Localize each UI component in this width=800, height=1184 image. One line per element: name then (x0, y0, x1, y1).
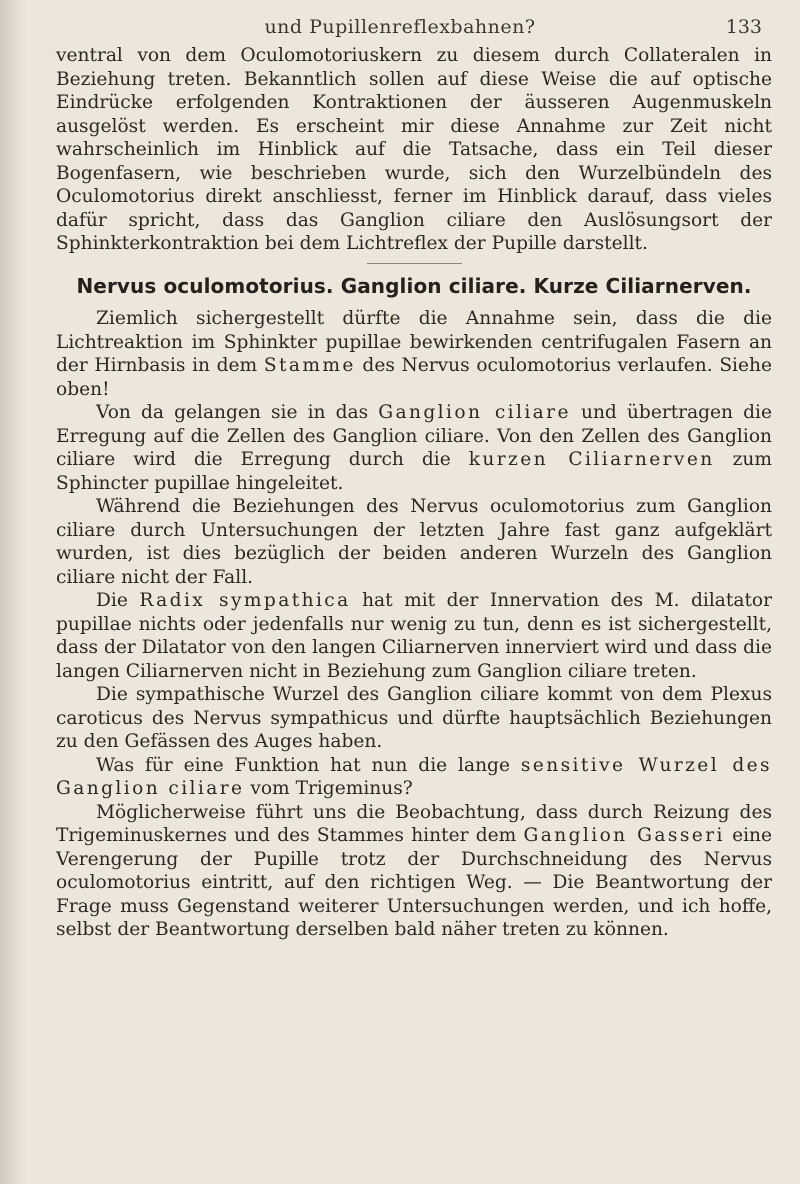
spaced-term-ganglion-ciliare: Ganglion ciliare (378, 402, 571, 423)
paragraph-6-text-a: Was für eine Funktion hat nun die lange (96, 754, 521, 776)
paragraph-4-text-c: hat mit der Innervation des M. dilatator pupillae nichts oder jedenfalls nur wenig zu tun, denn es ist sichergestellt, dass der Dilatator von den langen Ciliarnerven innerviert wird und dass die langen Ciliarnerven nicht in Beziehung zum Ganglion ciliare treten. (56, 590, 772, 682)
paragraph-1 (56, 307, 772, 401)
spaced-term-stamme: Stamme (263, 355, 356, 376)
spaced-term-ganglion-gasseri: Ganglion Gasseri (523, 825, 725, 846)
intro-paragraph: ventral von dem Oculomotoriuskern zu diesem durch Collateralen in Beziehung treten. Bekanntlich sollen auf diese Weise die auf optische Eindrücke erfolgenden Kontraktionen der äusseren Augenmuskeln ausgelöst werden. Es erscheint mir diese Annahme zur Zeit nicht wahrscheinlich im Hinblick auf die Tatsache, dass ein Teil dieser Bogenfasern, wie beschrieben wurde, sich den Wurzelbündeln des Oculomotorius direkt anschliesst, ferner im Hinblick darauf, dass vieles dafür spricht, dass das Ganglion ciliare den Auslösungsort der Sphinkterkontraktion bei dem Lichtreflex der Pupille darstellt. (56, 45, 772, 254)
paragraph-7 (56, 801, 772, 942)
section-divider (367, 263, 462, 264)
paragraph-2-text-a: Von da gelangen sie in das (96, 402, 379, 423)
paragraph-4-text-a: Die (96, 590, 140, 611)
spaced-term-sensitive-wurzel: sensitive Wurzel des Ganglion ciliare (56, 754, 772, 799)
page-edge-shadow (0, 0, 28, 1184)
spaced-term-radix-sympathica: Radix sympathica (139, 590, 351, 611)
paragraph-3: Während die Beziehungen des Nervus oculomotorius zum Ganglion ciliare durch Untersuchungen der letzten Jahre fast ganz aufgeklärt wurden, ist dies bezüglich der beiden anderen Wurzeln des Ganglion ciliare nicht der Fall. (56, 496, 772, 588)
paragraph-6-text-c: vom Trigeminus? (244, 778, 413, 799)
page-body (56, 44, 772, 942)
paragraph-6 (56, 754, 772, 801)
paragraph-1-text-a: Ziemlich sichergestellt dürfte die Annahme sein, dass die die Lichtreaktion im Sphinkter pupillae bewirkenden centrifugalen Fasern an der Hirnbasis in dem (56, 308, 772, 376)
page-number: 133 (725, 16, 762, 38)
paragraph-2 (56, 401, 772, 495)
paragraph-2-text-e: zum Sphincter pupillae hingeleitet. (56, 449, 772, 494)
paragraph-5: Die sympathische Wurzel des Ganglion ciliare kommt von dem Plexus caroticus des Nervus sympathicus und dürfte hauptsächlich Beziehungen zu den Gefässen des Auges haben. (56, 684, 772, 752)
paragraph-7-text-a: Möglicherweise führt uns die Beobachtung, dass durch Reizung des Trigeminuskernes und des Stammes hinter dem (56, 801, 772, 846)
paragraph-1-text-c: des Nervus oculomotorius verlaufen. Siehe oben! (56, 355, 772, 400)
paragraph-7-text-c: eine Verengerung der Pupille trotz der Durchschneidung des Nervus oculomotorius eintritt, auf den richtigen Weg. — Die Beantwortung der Frage muss Gegenstand weiterer Untersuchungen werden, und ich hoffe, selbst der Beantwortung derselben bald näher treten zu können. (56, 825, 772, 940)
page-header (0, 16, 800, 46)
spaced-term-kurzen-ciliarnerven: kurzen Ciliarnerven (468, 449, 715, 470)
paragraph-4 (56, 589, 772, 683)
running-head: und Pupillenreflexbahnen? (264, 16, 536, 38)
section-heading: Nervus oculomotorius. Ganglion ciliare. Kurze Ciliarnerven. (76, 273, 752, 298)
paragraph-2-text-c: und übertragen die Erregung auf die Zellen des Ganglion ciliare. Von den Zellen des Ganglion ciliare wird die Erregung durch die (56, 402, 772, 470)
